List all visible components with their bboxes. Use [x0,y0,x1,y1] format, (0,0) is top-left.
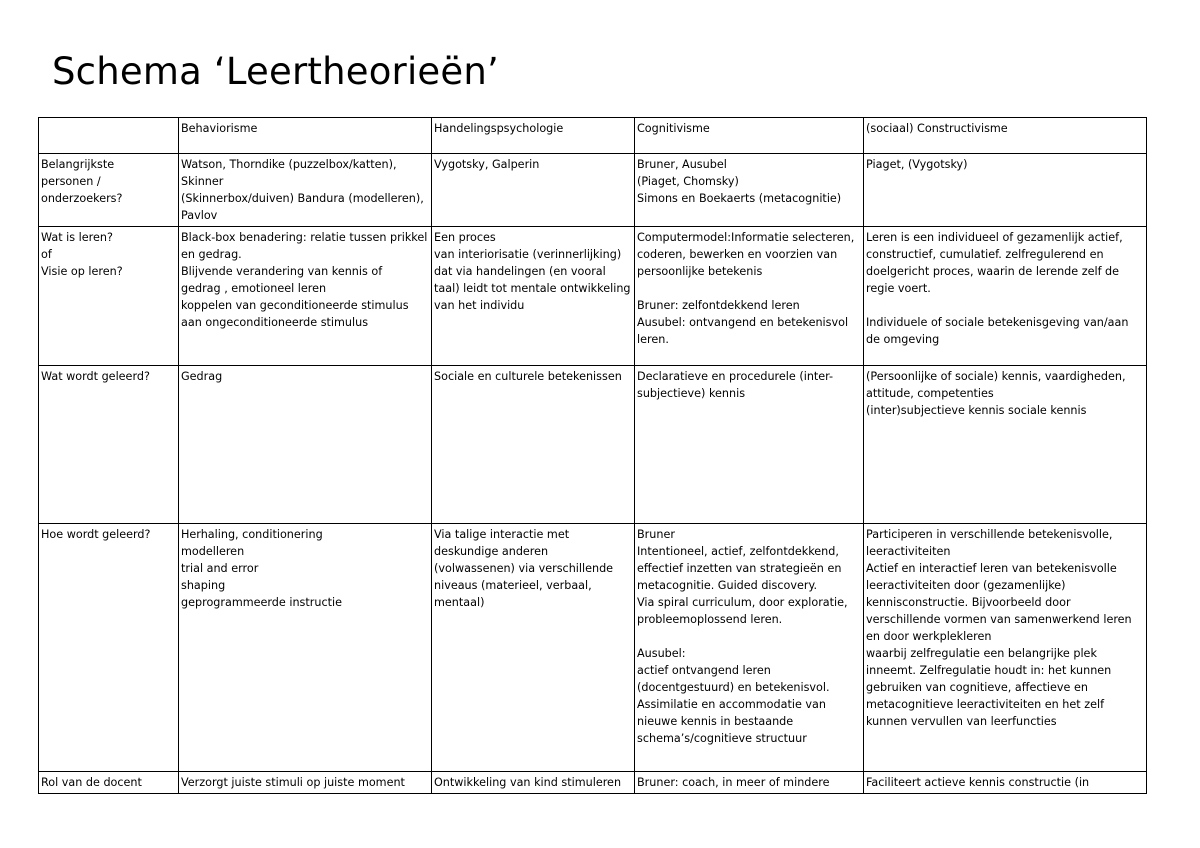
table-cell [432,366,635,524]
cell-text-line: Sociale en culturele betekenissen [434,370,622,383]
header-label: Handelingspsychologie [434,122,564,135]
cell-text-line: inneemt. Zelfregulatie houdt in: het kunnen [866,664,1112,677]
cell-text-line: doelgericht proces, waarin de lerende zelf de [866,265,1120,278]
cell-text-line: persoonlijke betekenis [637,265,763,278]
header-label: (sociaal) Constructivisme [866,122,1008,135]
cell-text-line: schema’s/cognitieve structuur [637,732,807,745]
row-belangrijkste-personen [39,154,1147,227]
row-wat-is-leren [39,227,1147,366]
cell-text-line: (Piaget, Chomsky) [637,175,739,188]
cell-text-line: Skinner [181,175,224,188]
cell-text-line: Black-box benadering: relatie tussen prikkel [181,231,428,244]
cell-text-line: Bruner: coach, in meer of mindere [637,776,830,789]
cell-text-line: nieuwe kennis in bestaande [637,715,794,728]
cell-text-line: subjectieve) kennis [637,387,746,400]
cell-text-line: Gedrag [181,370,223,383]
cell-text-line: leeractiviteiten [866,545,951,558]
cell-text-line: (volwassenen) via verschillende [434,562,614,575]
cell-text-line: Visie op leren? [41,265,123,278]
table-cell [179,366,432,524]
row-label-cell [39,772,179,794]
row-label-cell [39,227,179,366]
cell-text-line: onderzoekers? [41,192,123,205]
header-label: Behaviorisme [181,122,258,135]
header-cell [432,118,635,154]
table-cell [432,154,635,227]
cell-text-line: Herhaling, conditionering [181,528,323,541]
table-cell [179,154,432,227]
table-cell [635,227,864,366]
cell-text-line [637,280,861,297]
row-rol-van-de-docent [39,772,1147,794]
cell-text-line: probleemoplossend leren. [637,613,783,626]
cell-text-line: metacognitieve leeractiviteiten en het zelf [866,698,1105,711]
row-label-cell [39,524,179,772]
page-title: Schema ‘Leertheorieën’ [52,50,499,93]
cell-text-line: attitude, competenties [866,387,994,400]
row-hoe-wordt-geleerd [39,524,1147,772]
header-label: Cognitivisme [637,122,710,135]
cell-text-line: van het individu [434,299,525,312]
cell-text-line: Verzorgt juiste stimuli op juiste moment [181,776,405,789]
cell-text-line: Individuele of sociale betekenisgeving van/aan [866,316,1129,329]
table-cell [179,772,432,794]
cell-text-line: coderen, bewerken en voorzien van [637,248,838,261]
cell-text-line: mentaal) [434,596,485,609]
cell-text-line: of [41,248,52,261]
cell-text-line: Piaget, (Vygotsky) [866,158,968,171]
learning-theories-table [38,117,1147,794]
cell-text-line [866,297,1144,314]
row-wat-wordt-geleerd [39,366,1147,524]
cell-text-line: waarbij zelfregulatie een belangrijke plek [866,647,1097,660]
cell-text-line: Computermodel:Informatie selecteren, [637,231,855,244]
cell-text-line: gebruiken van cognitieve, affectieve en [866,681,1088,694]
cell-text-line: taal) leidt tot mentale ontwikkeling [434,282,631,295]
table-cell [635,524,864,772]
cell-text-line: Via talige interactie met [434,528,570,541]
cell-text-line: Wat is leren? [41,231,113,244]
cell-text-line: Hoe wordt geleerd? [41,528,151,541]
cell-text-line: Via spiral curriculum, door exploratie, [637,596,848,609]
header-cell [179,118,432,154]
cell-text-line: shaping [181,579,226,592]
cell-text-line: Rol van de docent [41,776,142,789]
cell-text-line: Ausubel: [637,647,686,660]
cell-text-line: van interiorisatie (verinnerlijking) [434,248,622,261]
cell-text-line [637,628,861,645]
cell-text-line: Actief en interactief leren van betekenisvolle [866,562,1117,575]
cell-text-line: leren. [637,333,669,346]
table-cell [864,366,1147,524]
cell-text-line: Faciliteert actieve kennis constructie (in [866,776,1090,789]
header-cell [864,118,1147,154]
cell-text-line: Leren is een individueel of gezamenlijk actief, [866,231,1123,244]
cell-text-line: Wat wordt geleerd? [41,370,150,383]
cell-text-line: de omgeving [866,333,940,346]
table-cell [432,524,635,772]
cell-text-line: Declaratieve en procedurele (inter- [637,370,834,383]
cell-text-line: Watson, Thorndike (puzzelbox/katten), [181,158,397,171]
header-label [41,120,176,137]
cell-text-line: Pavlov [181,209,218,222]
cell-text-line: Participeren in verschillende betekenisvolle, [866,528,1113,541]
cell-text-line: personen / [41,175,101,188]
table-cell [179,227,432,366]
cell-text-line: Ontwikkeling van kind stimuleren [434,776,622,789]
cell-text-line: Bruner, Ausubel [637,158,727,171]
cell-text-line: Intentioneel, actief, zelfontdekkend, [637,545,839,558]
cell-text-line: niveaus (materieel, verbaal, [434,579,592,592]
table-cell [432,227,635,366]
cell-text-line: koppelen van geconditioneerde stimulus [181,299,409,312]
cell-text-line: actief ontvangend leren [637,664,771,677]
cell-text-line: Een proces [434,231,496,244]
cell-text-line: aan ongeconditioneerde stimulus [181,316,369,329]
cell-text-line: Belangrijkste [41,158,115,171]
cell-text-line: Ausubel: ontvangend en betekenisvol [637,316,849,329]
cell-text-line: gedrag , emotioneel leren [181,282,327,295]
cell-text-line: en door werkplekleren [866,630,992,643]
cell-text-line: Bruner [637,528,675,541]
cell-text-line: trial and error [181,562,259,575]
table-cell [635,366,864,524]
table-cell [864,227,1147,366]
table-cell [635,772,864,794]
cell-text-line: dat via handelingen (en vooral [434,265,606,278]
cell-text-line: en gedrag. [181,248,242,261]
cell-text-line: constructief, cumulatief. zelfregulerend en [866,248,1104,261]
cell-text-line: Blijvende verandering van kennis of [181,265,383,278]
table-cell [179,524,432,772]
header-cell [635,118,864,154]
cell-text-line: (inter)subjectieve kennis sociale kennis [866,404,1087,417]
cell-text-line: regie voert. [866,282,931,295]
row-label-cell [39,366,179,524]
cell-text-line: (Persoonlijke of sociale) kennis, vaardigheden, [866,370,1126,383]
table-cell [864,154,1147,227]
cell-text-line: leeractiviteiten door (gezamenlijke) [866,579,1066,592]
cell-text-line: kennisconstructie. Bijvoorbeeld door [866,596,1071,609]
row-label-cell [39,154,179,227]
cell-text-line: effectief inzetten van strategieën en [637,562,842,575]
cell-text-line: Assimilatie en accommodatie van [637,698,826,711]
cell-text-line: (docentgestuurd) en betekenisvol. [637,681,830,694]
cell-text-line: Simons en Boekaerts (metacognitie) [637,192,842,205]
table-cell [635,154,864,227]
cell-text-line: geprogrammeerde instructie [181,596,342,609]
cell-text-line: (Skinnerbox/duiven) Bandura (modelleren), [181,192,424,205]
table-cell [432,772,635,794]
cell-text-line: metacognitie. Guided discovery. [637,579,818,592]
table-header-row [39,118,1147,154]
header-corner-cell [39,118,179,154]
cell-text-line: verschillende vormen van samenwerkend leren [866,613,1132,626]
table-cell [864,524,1147,772]
cell-text-line: deskundige anderen [434,545,549,558]
cell-text-line: modelleren [181,545,245,558]
cell-text-line: Bruner: zelfontdekkend leren [637,299,800,312]
cell-text-line: kunnen vervullen van leerfuncties [866,715,1057,728]
cell-text-line: Vygotsky, Galperin [434,158,540,171]
table-cell [864,772,1147,794]
